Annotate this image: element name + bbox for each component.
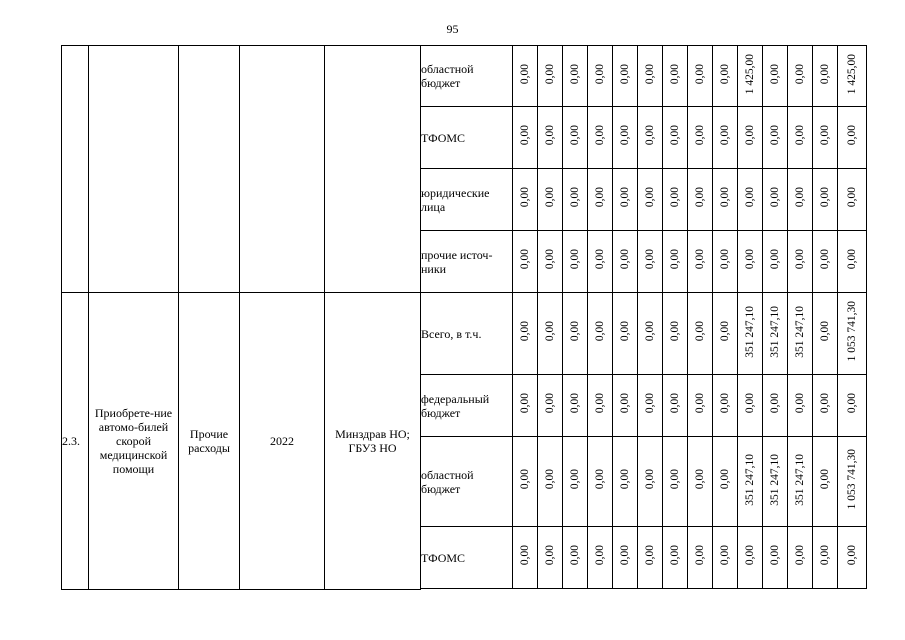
amount-cell bbox=[563, 107, 588, 169]
continuation-cell bbox=[688, 589, 713, 590]
amount-value: 0,00 bbox=[846, 393, 858, 414]
amount-cell bbox=[788, 527, 813, 589]
amount-cell bbox=[788, 46, 813, 107]
amount-value: 351 247,10 bbox=[769, 453, 781, 506]
continuation-cell bbox=[763, 589, 788, 590]
amount-cell bbox=[613, 107, 638, 169]
continuation-cell bbox=[588, 589, 613, 590]
amount-value: 0,00 bbox=[544, 393, 556, 414]
empty-merged-cell bbox=[179, 46, 240, 293]
amount-cell bbox=[838, 231, 867, 293]
amount-cell bbox=[763, 46, 788, 107]
empty-merged-cell bbox=[240, 46, 325, 293]
amount-value: 0,00 bbox=[644, 321, 656, 342]
amount-cell bbox=[813, 46, 838, 107]
amount-cell bbox=[813, 375, 838, 437]
amount-cell bbox=[513, 231, 538, 293]
amount-value: 0,00 bbox=[644, 469, 656, 490]
table-row bbox=[62, 46, 867, 107]
amount-value: 0,00 bbox=[694, 545, 706, 566]
amount-value: 0,00 bbox=[794, 393, 806, 414]
amount-cell bbox=[513, 46, 538, 107]
amount-value: 0,00 bbox=[719, 125, 731, 146]
amount-cell bbox=[763, 231, 788, 293]
amount-cell bbox=[588, 527, 613, 589]
amount-value: 0,00 bbox=[819, 187, 831, 208]
amount-cell bbox=[588, 293, 613, 375]
amount-cell bbox=[613, 231, 638, 293]
amount-cell bbox=[688, 107, 713, 169]
amount-value: 0,00 bbox=[744, 125, 756, 146]
amount-cell bbox=[838, 107, 867, 169]
amount-cell bbox=[813, 169, 838, 231]
amount-cell bbox=[838, 375, 867, 437]
amount-value: 351 247,10 bbox=[794, 453, 806, 506]
amount-cell bbox=[713, 293, 738, 375]
amount-cell bbox=[788, 375, 813, 437]
amount-cell bbox=[538, 46, 563, 107]
amount-cell bbox=[563, 293, 588, 375]
amount-value: 1 425,00 bbox=[744, 53, 756, 95]
budget-table bbox=[61, 45, 867, 590]
item-executor: Минздрав НО; ГБУЗ НО bbox=[325, 293, 421, 590]
amount-cell bbox=[838, 46, 867, 107]
amount-value: 0,00 bbox=[694, 393, 706, 414]
amount-value: 0,00 bbox=[619, 125, 631, 146]
amount-value: 0,00 bbox=[544, 545, 556, 566]
amount-value: 0,00 bbox=[669, 469, 681, 490]
amount-value: 0,00 bbox=[644, 249, 656, 270]
amount-value: 0,00 bbox=[719, 187, 731, 208]
amount-value: 0,00 bbox=[819, 393, 831, 414]
amount-cell bbox=[613, 437, 638, 527]
amount-value: 0,00 bbox=[519, 187, 531, 208]
amount-value: 0,00 bbox=[669, 187, 681, 208]
amount-cell bbox=[638, 169, 663, 231]
amount-value: 351 247,10 bbox=[744, 305, 756, 358]
amount-value: 1 053 741,30 bbox=[846, 301, 858, 362]
amount-cell bbox=[813, 107, 838, 169]
amount-value: 0,00 bbox=[744, 249, 756, 270]
amount-value: 0,00 bbox=[594, 249, 606, 270]
amount-cell bbox=[688, 169, 713, 231]
amount-cell bbox=[638, 375, 663, 437]
funding-source-cell: Всего, в т.ч. bbox=[421, 293, 513, 375]
amount-value: 0,00 bbox=[519, 469, 531, 490]
amount-value: 0,00 bbox=[694, 321, 706, 342]
amount-cell bbox=[638, 231, 663, 293]
amount-cell bbox=[513, 107, 538, 169]
amount-cell bbox=[563, 46, 588, 107]
amount-cell bbox=[738, 169, 763, 231]
amount-cell bbox=[838, 293, 867, 375]
amount-value: 0,00 bbox=[594, 393, 606, 414]
amount-cell bbox=[513, 293, 538, 375]
amount-value: 0,00 bbox=[544, 125, 556, 146]
amount-cell bbox=[838, 437, 867, 527]
continuation-cell bbox=[663, 589, 688, 590]
amount-cell bbox=[738, 293, 763, 375]
amount-value: 0,00 bbox=[794, 545, 806, 566]
amount-cell bbox=[788, 107, 813, 169]
amount-cell bbox=[713, 527, 738, 589]
amount-cell bbox=[788, 437, 813, 527]
expense-type: Прочие расходы bbox=[179, 293, 240, 590]
amount-value: 0,00 bbox=[594, 125, 606, 146]
table-row bbox=[62, 293, 867, 375]
amount-value: 0,00 bbox=[819, 545, 831, 566]
funding-source-cell: прочие источ-ники bbox=[421, 231, 513, 293]
amount-value: 0,00 bbox=[519, 393, 531, 414]
amount-value: 0,00 bbox=[744, 393, 756, 414]
amount-cell bbox=[813, 231, 838, 293]
amount-value: 0,00 bbox=[594, 469, 606, 490]
amount-value: 0,00 bbox=[669, 393, 681, 414]
amount-cell bbox=[688, 527, 713, 589]
amount-cell bbox=[663, 46, 688, 107]
amount-value: 0,00 bbox=[644, 63, 656, 85]
amount-value: 0,00 bbox=[544, 321, 556, 342]
amount-cell bbox=[538, 375, 563, 437]
amount-value: 0,00 bbox=[719, 63, 731, 85]
amount-cell bbox=[663, 293, 688, 375]
amount-value: 0,00 bbox=[519, 125, 531, 146]
amount-value: 0,00 bbox=[794, 63, 806, 85]
amount-cell bbox=[688, 231, 713, 293]
amount-cell bbox=[538, 169, 563, 231]
amount-value: 0,00 bbox=[694, 469, 706, 490]
amount-cell bbox=[563, 375, 588, 437]
empty-merged-cell bbox=[325, 46, 421, 293]
amount-cell bbox=[688, 375, 713, 437]
amount-cell bbox=[763, 375, 788, 437]
amount-value: 0,00 bbox=[569, 469, 581, 490]
amount-cell bbox=[738, 231, 763, 293]
amount-cell bbox=[613, 527, 638, 589]
amount-cell bbox=[563, 231, 588, 293]
amount-cell bbox=[613, 375, 638, 437]
amount-cell bbox=[713, 437, 738, 527]
amount-value: 0,00 bbox=[819, 249, 831, 270]
amount-value: 0,00 bbox=[569, 63, 581, 85]
funding-source-cell: областной бюджет bbox=[421, 46, 513, 107]
amount-cell bbox=[763, 169, 788, 231]
amount-cell bbox=[538, 527, 563, 589]
continuation-cell bbox=[513, 589, 538, 590]
amount-cell bbox=[788, 231, 813, 293]
amount-cell bbox=[688, 46, 713, 107]
amount-value: 0,00 bbox=[544, 63, 556, 85]
amount-cell bbox=[813, 293, 838, 375]
amount-cell bbox=[663, 375, 688, 437]
amount-cell bbox=[563, 169, 588, 231]
continuation-cell bbox=[813, 589, 838, 590]
amount-cell bbox=[788, 169, 813, 231]
amount-value: 0,00 bbox=[619, 469, 631, 490]
amount-value: 0,00 bbox=[669, 125, 681, 146]
amount-cell bbox=[588, 107, 613, 169]
empty-merged-cell bbox=[62, 46, 89, 293]
amount-value: 1 425,00 bbox=[846, 53, 858, 95]
amount-cell bbox=[638, 527, 663, 589]
amount-value: 0,00 bbox=[619, 249, 631, 270]
amount-value: 0,00 bbox=[794, 249, 806, 270]
amount-value: 0,00 bbox=[846, 249, 858, 270]
amount-value: 0,00 bbox=[644, 125, 656, 146]
funding-source-cell: областной бюджет bbox=[421, 437, 513, 527]
amount-value: 0,00 bbox=[519, 545, 531, 566]
continuation-cell bbox=[421, 589, 513, 590]
amount-value: 0,00 bbox=[719, 545, 731, 566]
amount-cell bbox=[563, 437, 588, 527]
amount-value: 0,00 bbox=[769, 249, 781, 270]
amount-value: 0,00 bbox=[669, 545, 681, 566]
amount-cell bbox=[713, 169, 738, 231]
amount-value: 0,00 bbox=[846, 125, 858, 146]
amount-cell bbox=[613, 46, 638, 107]
amount-cell bbox=[638, 437, 663, 527]
amount-cell bbox=[738, 375, 763, 437]
amount-cell bbox=[513, 375, 538, 437]
amount-value: 0,00 bbox=[769, 125, 781, 146]
amount-value: 0,00 bbox=[769, 187, 781, 208]
amount-value: 351 247,10 bbox=[769, 305, 781, 358]
amount-value: 351 247,10 bbox=[794, 305, 806, 358]
continuation-cell bbox=[788, 589, 813, 590]
amount-cell bbox=[588, 231, 613, 293]
amount-cell bbox=[738, 46, 763, 107]
amount-cell bbox=[563, 527, 588, 589]
amount-cell bbox=[663, 231, 688, 293]
amount-value: 0,00 bbox=[694, 187, 706, 208]
item-number: 2.3. bbox=[62, 293, 89, 590]
amount-value: 0,00 bbox=[794, 187, 806, 208]
continuation-cell bbox=[613, 589, 638, 590]
amount-value: 0,00 bbox=[519, 249, 531, 270]
amount-value: 0,00 bbox=[719, 321, 731, 342]
continuation-cell bbox=[563, 589, 588, 590]
amount-value: 0,00 bbox=[594, 321, 606, 342]
amount-cell bbox=[713, 46, 738, 107]
amount-value: 0,00 bbox=[594, 187, 606, 208]
amount-value: 0,00 bbox=[594, 545, 606, 566]
amount-value: 0,00 bbox=[569, 545, 581, 566]
amount-cell bbox=[738, 107, 763, 169]
amount-value: 0,00 bbox=[594, 63, 606, 85]
amount-value: 0,00 bbox=[669, 321, 681, 342]
amount-value: 0,00 bbox=[669, 63, 681, 85]
amount-cell bbox=[763, 293, 788, 375]
amount-value: 0,00 bbox=[846, 545, 858, 566]
amount-value: 0,00 bbox=[569, 393, 581, 414]
amount-cell bbox=[588, 437, 613, 527]
amount-cell bbox=[638, 46, 663, 107]
amount-value: 0,00 bbox=[769, 63, 781, 85]
amount-value: 0,00 bbox=[644, 187, 656, 208]
amount-cell bbox=[638, 293, 663, 375]
amount-cell bbox=[738, 527, 763, 589]
continuation-cell bbox=[838, 589, 867, 590]
amount-value: 0,00 bbox=[569, 321, 581, 342]
amount-value: 0,00 bbox=[619, 321, 631, 342]
amount-value: 0,00 bbox=[846, 187, 858, 208]
amount-cell bbox=[763, 107, 788, 169]
amount-cell bbox=[688, 437, 713, 527]
amount-cell bbox=[713, 375, 738, 437]
amount-cell bbox=[638, 107, 663, 169]
amount-value: 0,00 bbox=[744, 187, 756, 208]
amount-cell bbox=[813, 437, 838, 527]
amount-value: 0,00 bbox=[794, 125, 806, 146]
amount-value: 0,00 bbox=[569, 125, 581, 146]
amount-value: 0,00 bbox=[719, 469, 731, 490]
amount-value: 351 247,10 bbox=[744, 453, 756, 506]
amount-cell bbox=[513, 169, 538, 231]
amount-cell bbox=[738, 437, 763, 527]
amount-value: 0,00 bbox=[519, 321, 531, 342]
continuation-cell bbox=[538, 589, 563, 590]
amount-cell bbox=[813, 527, 838, 589]
amount-cell bbox=[663, 437, 688, 527]
amount-cell bbox=[763, 527, 788, 589]
amount-cell bbox=[588, 375, 613, 437]
amount-cell bbox=[663, 107, 688, 169]
continuation-cell bbox=[738, 589, 763, 590]
amount-cell bbox=[838, 527, 867, 589]
amount-value: 0,00 bbox=[544, 469, 556, 490]
amount-cell bbox=[838, 169, 867, 231]
amount-value: 1 053 741,30 bbox=[846, 449, 858, 510]
amount-cell bbox=[663, 527, 688, 589]
amount-value: 0,00 bbox=[819, 469, 831, 490]
amount-value: 0,00 bbox=[569, 249, 581, 270]
amount-value: 0,00 bbox=[769, 393, 781, 414]
amount-value: 0,00 bbox=[544, 249, 556, 270]
amount-cell bbox=[588, 169, 613, 231]
amount-value: 0,00 bbox=[569, 187, 581, 208]
amount-value: 0,00 bbox=[644, 545, 656, 566]
amount-cell bbox=[538, 293, 563, 375]
page-number: 95 bbox=[446, 22, 459, 36]
amount-cell bbox=[513, 437, 538, 527]
amount-cell bbox=[788, 293, 813, 375]
amount-value: 0,00 bbox=[694, 125, 706, 146]
amount-cell bbox=[538, 437, 563, 527]
amount-value: 0,00 bbox=[619, 393, 631, 414]
amount-value: 0,00 bbox=[619, 545, 631, 566]
amount-cell bbox=[538, 107, 563, 169]
amount-cell bbox=[613, 293, 638, 375]
amount-cell bbox=[688, 293, 713, 375]
amount-cell bbox=[713, 231, 738, 293]
amount-cell bbox=[763, 437, 788, 527]
amount-value: 0,00 bbox=[619, 63, 631, 85]
funding-source-cell: ТФОМС bbox=[421, 527, 513, 589]
item-year: 2022 bbox=[240, 293, 325, 590]
amount-value: 0,00 bbox=[519, 63, 531, 85]
amount-value: 0,00 bbox=[744, 545, 756, 566]
amount-cell bbox=[663, 169, 688, 231]
amount-value: 0,00 bbox=[644, 393, 656, 414]
amount-cell bbox=[588, 46, 613, 107]
amount-value: 0,00 bbox=[819, 125, 831, 146]
amount-value: 0,00 bbox=[719, 249, 731, 270]
amount-value: 0,00 bbox=[544, 187, 556, 208]
funding-source-cell: юридические лица bbox=[421, 169, 513, 231]
funding-source-cell: ТФОМС bbox=[421, 107, 513, 169]
amount-value: 0,00 bbox=[819, 321, 831, 342]
amount-value: 0,00 bbox=[694, 63, 706, 85]
empty-merged-cell bbox=[89, 46, 179, 293]
continuation-cell bbox=[713, 589, 738, 590]
amount-cell bbox=[613, 169, 638, 231]
amount-cell bbox=[713, 107, 738, 169]
amount-value: 0,00 bbox=[769, 545, 781, 566]
amount-value: 0,00 bbox=[669, 249, 681, 270]
amount-value: 0,00 bbox=[719, 393, 731, 414]
amount-cell bbox=[538, 231, 563, 293]
item-name: Приобрете-ние автомо-билей скорой медицинской помощи bbox=[89, 293, 179, 590]
continuation-cell bbox=[638, 589, 663, 590]
amount-value: 0,00 bbox=[819, 63, 831, 85]
amount-value: 0,00 bbox=[694, 249, 706, 270]
amount-cell bbox=[513, 527, 538, 589]
funding-source-cell: федеральный бюджет bbox=[421, 375, 513, 437]
amount-value: 0,00 bbox=[619, 187, 631, 208]
